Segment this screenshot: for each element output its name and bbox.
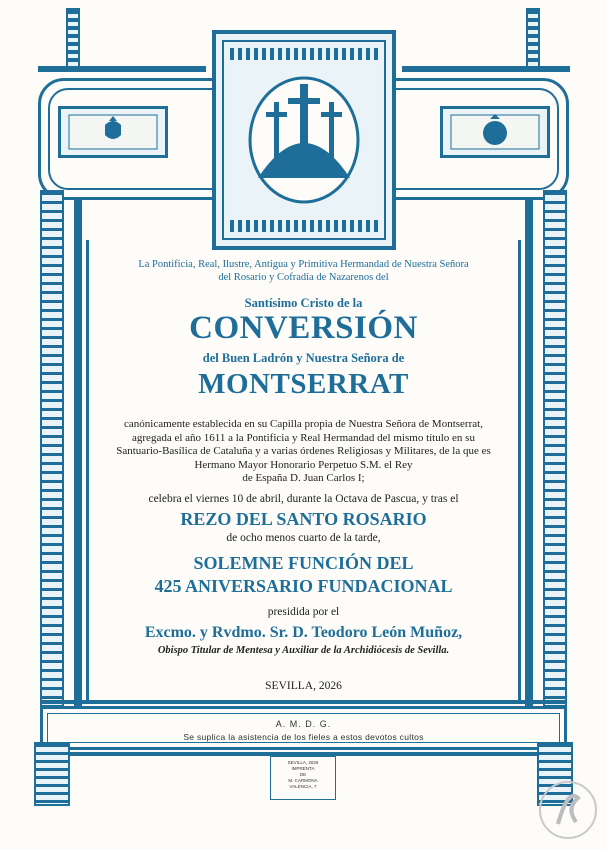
para-line: de España D. Juan Carlos I; <box>242 472 365 484</box>
printer-line: VALENCIA, 7 <box>289 784 317 789</box>
intro-line-1: La Pontificia, Real, Ilustre, Antigua y Primitiva Hermandad de Nuestra Señora <box>138 259 469 270</box>
left-arms-panel <box>58 106 168 158</box>
printer-line: SEVILLA, 2026 <box>287 760 319 765</box>
funcion-heading-2: 425 ANIVERSARIO FUNDACIONAL <box>154 576 453 596</box>
left-pedestal <box>34 742 70 806</box>
para-line: canónicamente establecida en su Capilla propia de Nuestra Señora de Montserrat, <box>124 418 483 430</box>
obispo-cargo: Obispo Titular de Mentesa y Auxiliar de la Archidiócesis de Sevilla. <box>157 645 450 656</box>
watermark-logo-icon <box>536 778 600 842</box>
amdg-text: A. M. D. G. <box>275 719 332 729</box>
title-montserrat: MONTSERRAT <box>198 368 409 400</box>
right-arms-panel <box>440 106 550 158</box>
para-line: agregada el año 1611 a la Pontificia y Real Hermandad del mismo título en su <box>132 431 475 444</box>
obispo-name: Excmo. y Rvdmo. Sr. D. Teodoro León Muñoz, <box>144 624 463 641</box>
bottom-bar <box>40 700 567 704</box>
top-finial-left <box>66 8 80 68</box>
subtitle-1: Santísimo Cristo de la <box>244 296 363 310</box>
top-finial-right <box>526 8 540 68</box>
printer-line: DE <box>299 772 307 777</box>
intro-line-2: del Rosario y Cofradía de Nazarenos del <box>218 272 389 283</box>
coat-of-arms-left-icon <box>61 109 165 155</box>
para-line: Santuario-Basílica de Cataluña y a varias órdenes Religiosas y Militares, de la que es <box>116 445 491 457</box>
title-conversion: CONVERSIÓN <box>189 310 418 346</box>
intro-text <box>0 258 607 284</box>
rezo-heading: REZO DEL SANTO ROSARIO <box>180 509 427 529</box>
printer-line: M. CARMONA <box>288 778 318 783</box>
printer-box <box>270 756 336 800</box>
suplica-text: Se suplica la asistencia de los fieles a estos devotos cultos <box>183 732 424 742</box>
description-paragraph <box>0 418 607 486</box>
printer-line: IMPRENTA <box>291 766 315 771</box>
central-emblem-panel <box>212 30 396 250</box>
top-bar-left <box>38 66 206 72</box>
celebra-text: celebra el viernes 10 de abril, durante la Octava de Pascua, y tras el <box>148 493 459 505</box>
footer-box <box>40 706 567 750</box>
presidida-text: presidida por el <box>267 606 340 618</box>
para-line: Hermano Mayor Honorario Perpetuo S.M. el Rey <box>194 458 413 471</box>
subtitle-2: del Buen Ladrón y Nuestra Señora de <box>202 351 405 365</box>
crosses-emblem-icon <box>244 68 364 208</box>
funcion-heading-1: SOLEMNE FUNCIÓN DEL <box>193 553 414 573</box>
hora-text: de ocho menos cuarto de la tarde, <box>226 532 381 544</box>
top-bar-right <box>402 66 570 72</box>
coat-of-arms-right-icon <box>443 109 547 155</box>
lugar-fecha: SEVILLA, 2026 <box>265 680 342 692</box>
